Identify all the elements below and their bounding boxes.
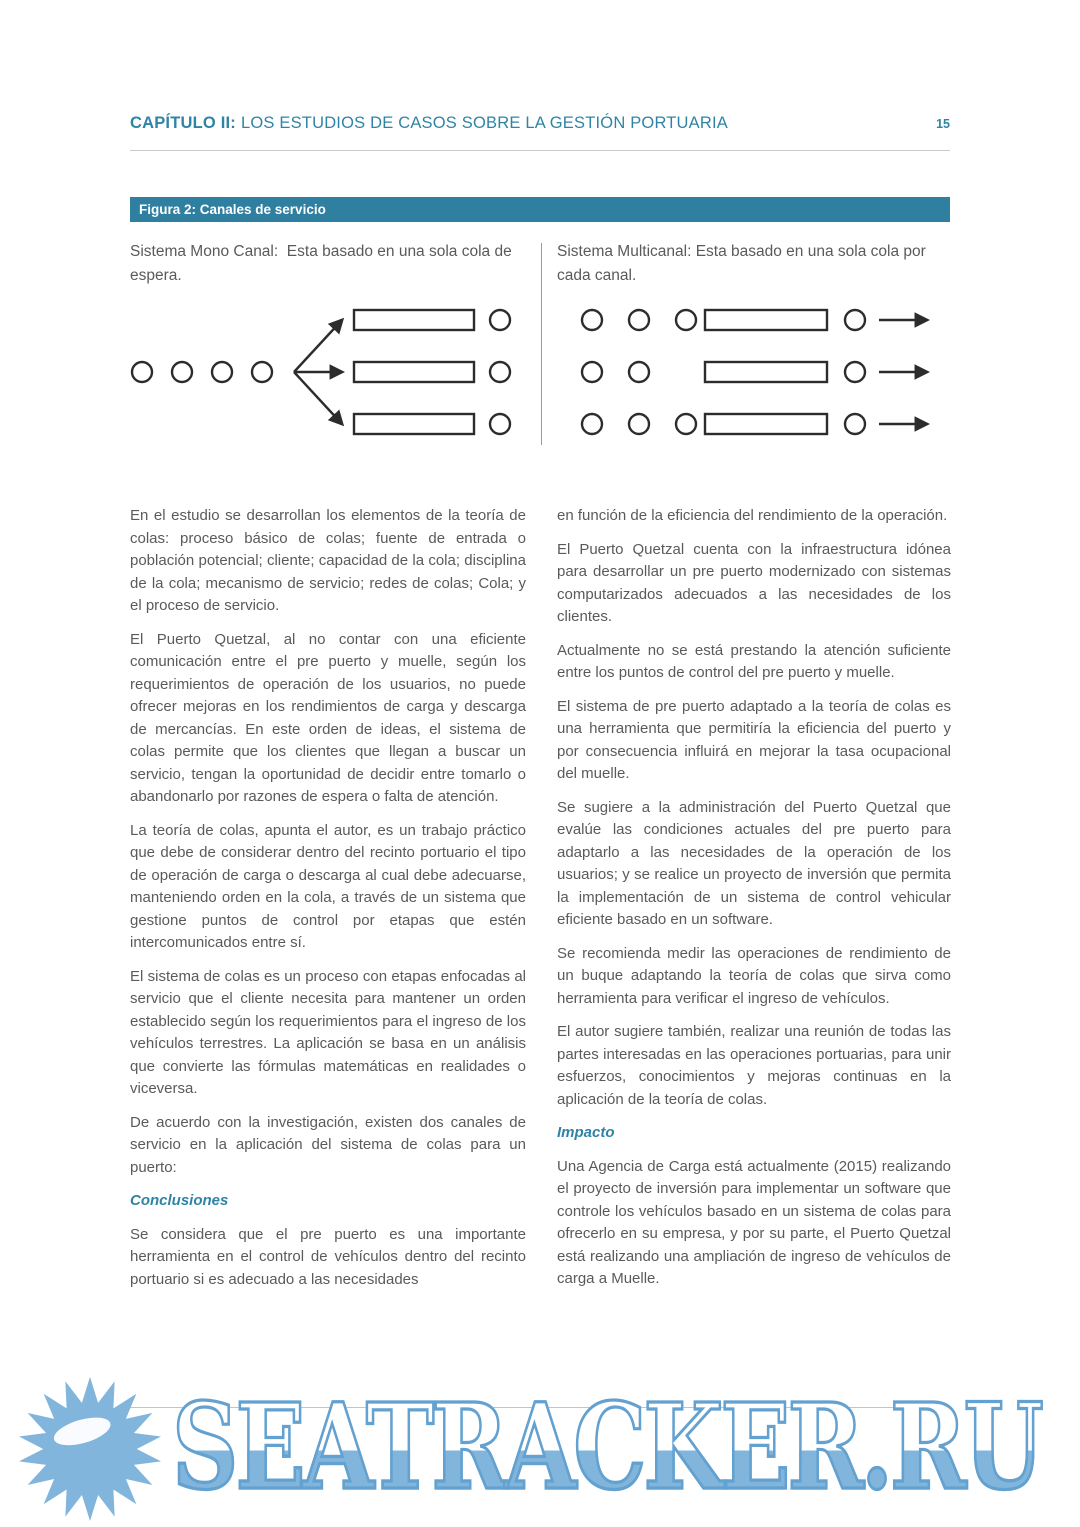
section-heading: Impacto — [557, 1124, 615, 1141]
figure-title: Figura 2: Canales de servicio — [139, 202, 326, 217]
chapter-heading — [130, 114, 728, 133]
server-circle — [490, 310, 510, 330]
sun-icon — [14, 1371, 166, 1523]
paragraph: El autor sugiere también, realizar una reunión de todas las partes interesadas en las operaciones portuarias, para unir esfuerzos, conocimientos y mejoras continuas en la aplicación de la teoría de colas. — [557, 1023, 951, 1108]
server-circle — [490, 362, 510, 382]
server-circle — [490, 414, 510, 434]
paragraph: El Puerto Quetzal, al no contar con una eficiente comunicación entre el pre puerto y muelle, según los requerimientos de operación de los usuarios, no puede ofrecer mejoras en los rendimientos de carga y descarga de mercancías. En este orden de ideas, el sistema de colas permite que los clientes que llegan a buscar un servicio, tengan la oportunidad de decidir entre tomarlo o abandonarlo por razones de espera o falta de atención. — [130, 630, 526, 805]
queue-circle — [582, 362, 602, 382]
watermark-text: SEATRACKER.RU — [172, 1377, 1041, 1517]
server-circle — [845, 414, 865, 434]
paragraph: Una Agencia de Carga está actualmente (2015) realizando el proyecto de inversión para implementar un software que controle los vehículos basado en un sistema de colas para ofrecerlo en su empresa, y por su parte, el Puerto Quetzal está realizando una ampliación de ingreso de vehículos de carga a Muelle. — [557, 1157, 951, 1287]
queue-circle — [172, 362, 192, 382]
figure-caption-multi: Sistema Multicanal: Esta basado en una sola cola por cada canal. — [557, 243, 931, 284]
figure-caption-mono: Sistema Mono Canal: Esta basado en una sola cola de espera. — [130, 243, 517, 284]
service-channel-rect — [705, 362, 827, 382]
page-header — [130, 114, 950, 133]
paragraph: Se recomienda medir las operaciones de rendimiento de un buque adaptando la teoría de colas que sirva como herramienta para verificar el ingreso de vehículos. — [557, 944, 951, 1007]
header-rule — [130, 150, 950, 151]
figure-title-bar — [130, 197, 950, 222]
service-channel-rect — [705, 414, 827, 434]
paragraph: La teoría de colas, apunta el autor, es un trabajo práctico que debe de considerar dentro del recinto portuario el tipo de operación de carga o descarga al cual debe adecuarse, manteniendo orden en la cola, a través de un sistema que gestione puntos de control por etapas que estén intercomunicados entre sí. — [130, 821, 526, 951]
server-circle — [845, 362, 865, 382]
paragraph: De acuerdo con la investigación, existen dos canales de servicio en la aplicación del sistema de colas para un puerto: — [130, 1113, 526, 1176]
paragraph: El sistema de colas es un proceso con etapas enfocadas al servicio que el cliente necesita para mantener un orden establecido según los requerimientos para el ingreso de los vehículos terrestres. La aplicación se basa en un análisis que convierte las fórmulas matemáticas en realidades o viceversa. — [130, 967, 526, 1097]
section-heading: Conclusiones — [130, 1192, 229, 1209]
queue-circle — [676, 414, 696, 434]
chapter-title: LOS ESTUDIOS DE CASOS SOBRE LA GESTIÓN PORTUARIA — [240, 114, 728, 132]
paragraph: Se sugiere a la administración del Puerto Quetzal que evalúe las condiciones actuales del pre puerto para adaptarlo a las necesidades de la operación de los usuarios; y se realice un proyecto de inversión que permita la implementación de un sistema de control vehicular eficiente basado en un software. — [557, 798, 951, 928]
watermark — [14, 1368, 1074, 1526]
queue-circle — [629, 310, 649, 330]
paragraph: El sistema de pre puerto adaptado a la teoría de colas es una herramienta que permitiría la eficiencia del puerto y por consecuencia influirá en mejorar la tasa ocupacional del muelle. — [557, 697, 951, 782]
queue-circle — [629, 362, 649, 382]
flow-arrow — [294, 320, 342, 372]
paragraph: En el estudio se desarrollan los elementos de la teoría de colas: proceso básico de colas; fuente de entrada o población potencial; cliente; capacidad de la cola; disciplina de la cola; mecanismo de servicio; redes de colas; Cola; y el proceso de servicio. — [130, 507, 526, 614]
page-number: 15 — [936, 117, 950, 131]
chapter-label: CAPÍTULO II: — [130, 114, 236, 132]
queue-circle — [132, 362, 152, 382]
service-channel-rect — [354, 310, 474, 330]
service-channel-rect — [705, 310, 827, 330]
queue-circle — [582, 310, 602, 330]
multi-channel-diagram — [555, 298, 955, 448]
queue-circle — [252, 362, 272, 382]
paragraph: Se considera que el pre puerto es una importante herramienta en el control de vehículos dentro del recinto portuario si es adecuado a las necesidades — [130, 1225, 526, 1288]
server-circle — [845, 310, 865, 330]
service-channel-rect — [354, 362, 474, 382]
mono-channel-diagram — [128, 298, 538, 448]
figure-divider — [541, 243, 542, 445]
queue-circle — [212, 362, 232, 382]
paragraph: Actualmente no se está prestando la atención suficiente entre los puntos de control del pre puerto y muelle. — [557, 641, 951, 681]
queue-circle — [676, 310, 696, 330]
queue-circle — [629, 414, 649, 434]
service-channel-rect — [354, 414, 474, 434]
body-column-right — [557, 505, 951, 1302]
queue-circle — [582, 414, 602, 434]
flow-arrow — [294, 372, 342, 424]
paragraph: en función de la eficiencia del rendimiento de la operación. — [557, 507, 948, 524]
body-column-left — [130, 505, 526, 1302]
paragraph: El Puerto Quetzal cuenta con la infraestructura idónea para desarrollar un pre puerto modernizado con sistemas computarizados adecuados a las necesidades de los clientes. — [557, 540, 951, 625]
